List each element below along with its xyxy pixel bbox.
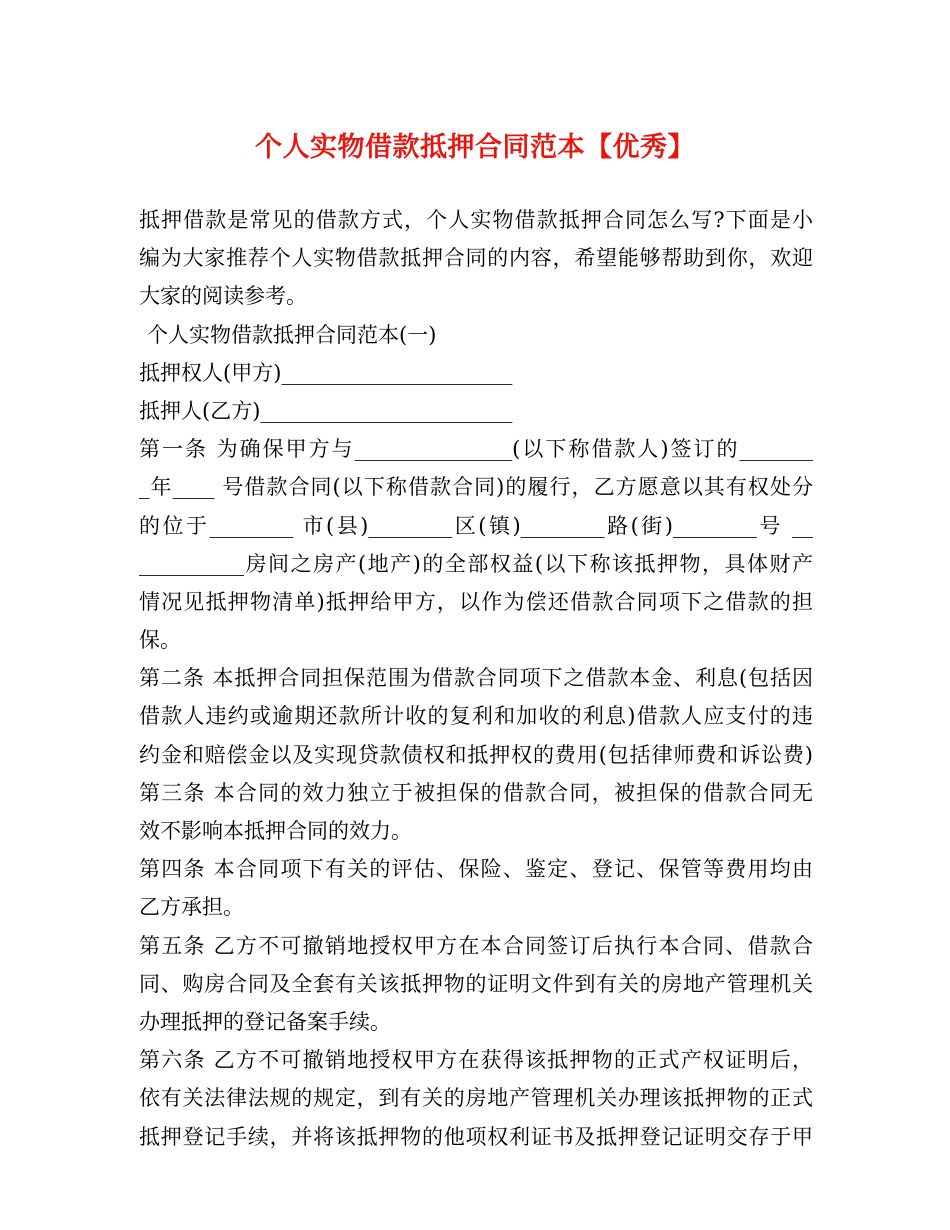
text-line: 乙方承担。: [139, 895, 244, 920]
text-line: 依有关法律法规的规定，到有关的房地产管理机关办理该抵押物的正式: [139, 1086, 813, 1111]
text-line: 第四条 本合同项下有关的评估、保险、鉴定、登记、保管等费用均由: [139, 857, 813, 882]
text-line: 情况见抵押物清单)抵押给甲方，以作为偿还借款合同项下之借款的担: [139, 589, 813, 614]
text-line: _年____ 号借款合同(以下称借款合同)的履行，乙方愿意以其有权处分: [139, 475, 813, 500]
text-line: 抵押登记手续，并将该抵押物的他项权利证书及抵押登记证明交存于甲: [139, 1124, 813, 1149]
text-line: 第六条 乙方不可撤销地授权甲方在获得该抵押物的正式产权证明后，: [139, 1048, 813, 1073]
text-line: 保。: [139, 628, 181, 653]
text-line: 抵押借款是常见的借款方式，个人实物借款抵押合同怎么写?下面是小: [139, 208, 813, 232]
text-line: 借款人违约或逾期还款所计收的复利和加收的利息)借款人应支付的违: [139, 704, 813, 729]
text-line: 抵押人(乙方)________________________: [139, 398, 513, 423]
text-line: 抵押权人(甲方)______________________: [139, 360, 513, 385]
text-line: 同、购房合同及全套有关该抵押物的证明文件到有关的房地产管理机关: [139, 971, 813, 996]
text-line: 第二条 本抵押合同担保范围为借款合同项下之借款本金、利息(包括因: [139, 666, 813, 691]
section-heading: 个人实物借款抵押合同范本(一): [147, 322, 437, 347]
text-line: 大家的阅读参考。: [139, 284, 307, 309]
document-body: [139, 201, 813, 1156]
text-line: 办理抵押的登记备案手续。: [139, 1009, 391, 1034]
text-line: 效不影响本抵押合同的效力。: [139, 819, 412, 843]
text-line: 第一条 为确保甲方与_______________(以下称借款人)签订的_______: [139, 437, 813, 462]
text-line: 第三条 本合同的效力独立于被担保的借款合同，被担保的借款合同无: [139, 780, 813, 805]
text-line: 的位于________ 市(县)________区(镇)________路(街)________号 __: [139, 513, 813, 538]
text-line: 约金和赔偿金以及实现贷款债权和抵押权的费用(包括律师费和诉讼费): [139, 742, 813, 767]
text-line: 编为大家推荐个人实物借款抵押合同的内容，希望能够帮助到你，欢迎: [139, 246, 813, 271]
text-line: __________房间之房产(地产)的全部权益(以下称该抵押物，具体财产: [139, 551, 813, 576]
document-title: 个人实物借款抵押合同范本【优秀】: [255, 132, 695, 163]
text-line: 第五条 乙方不可撤销地授权甲方在本合同签订后执行本合同、借款合: [139, 933, 813, 958]
